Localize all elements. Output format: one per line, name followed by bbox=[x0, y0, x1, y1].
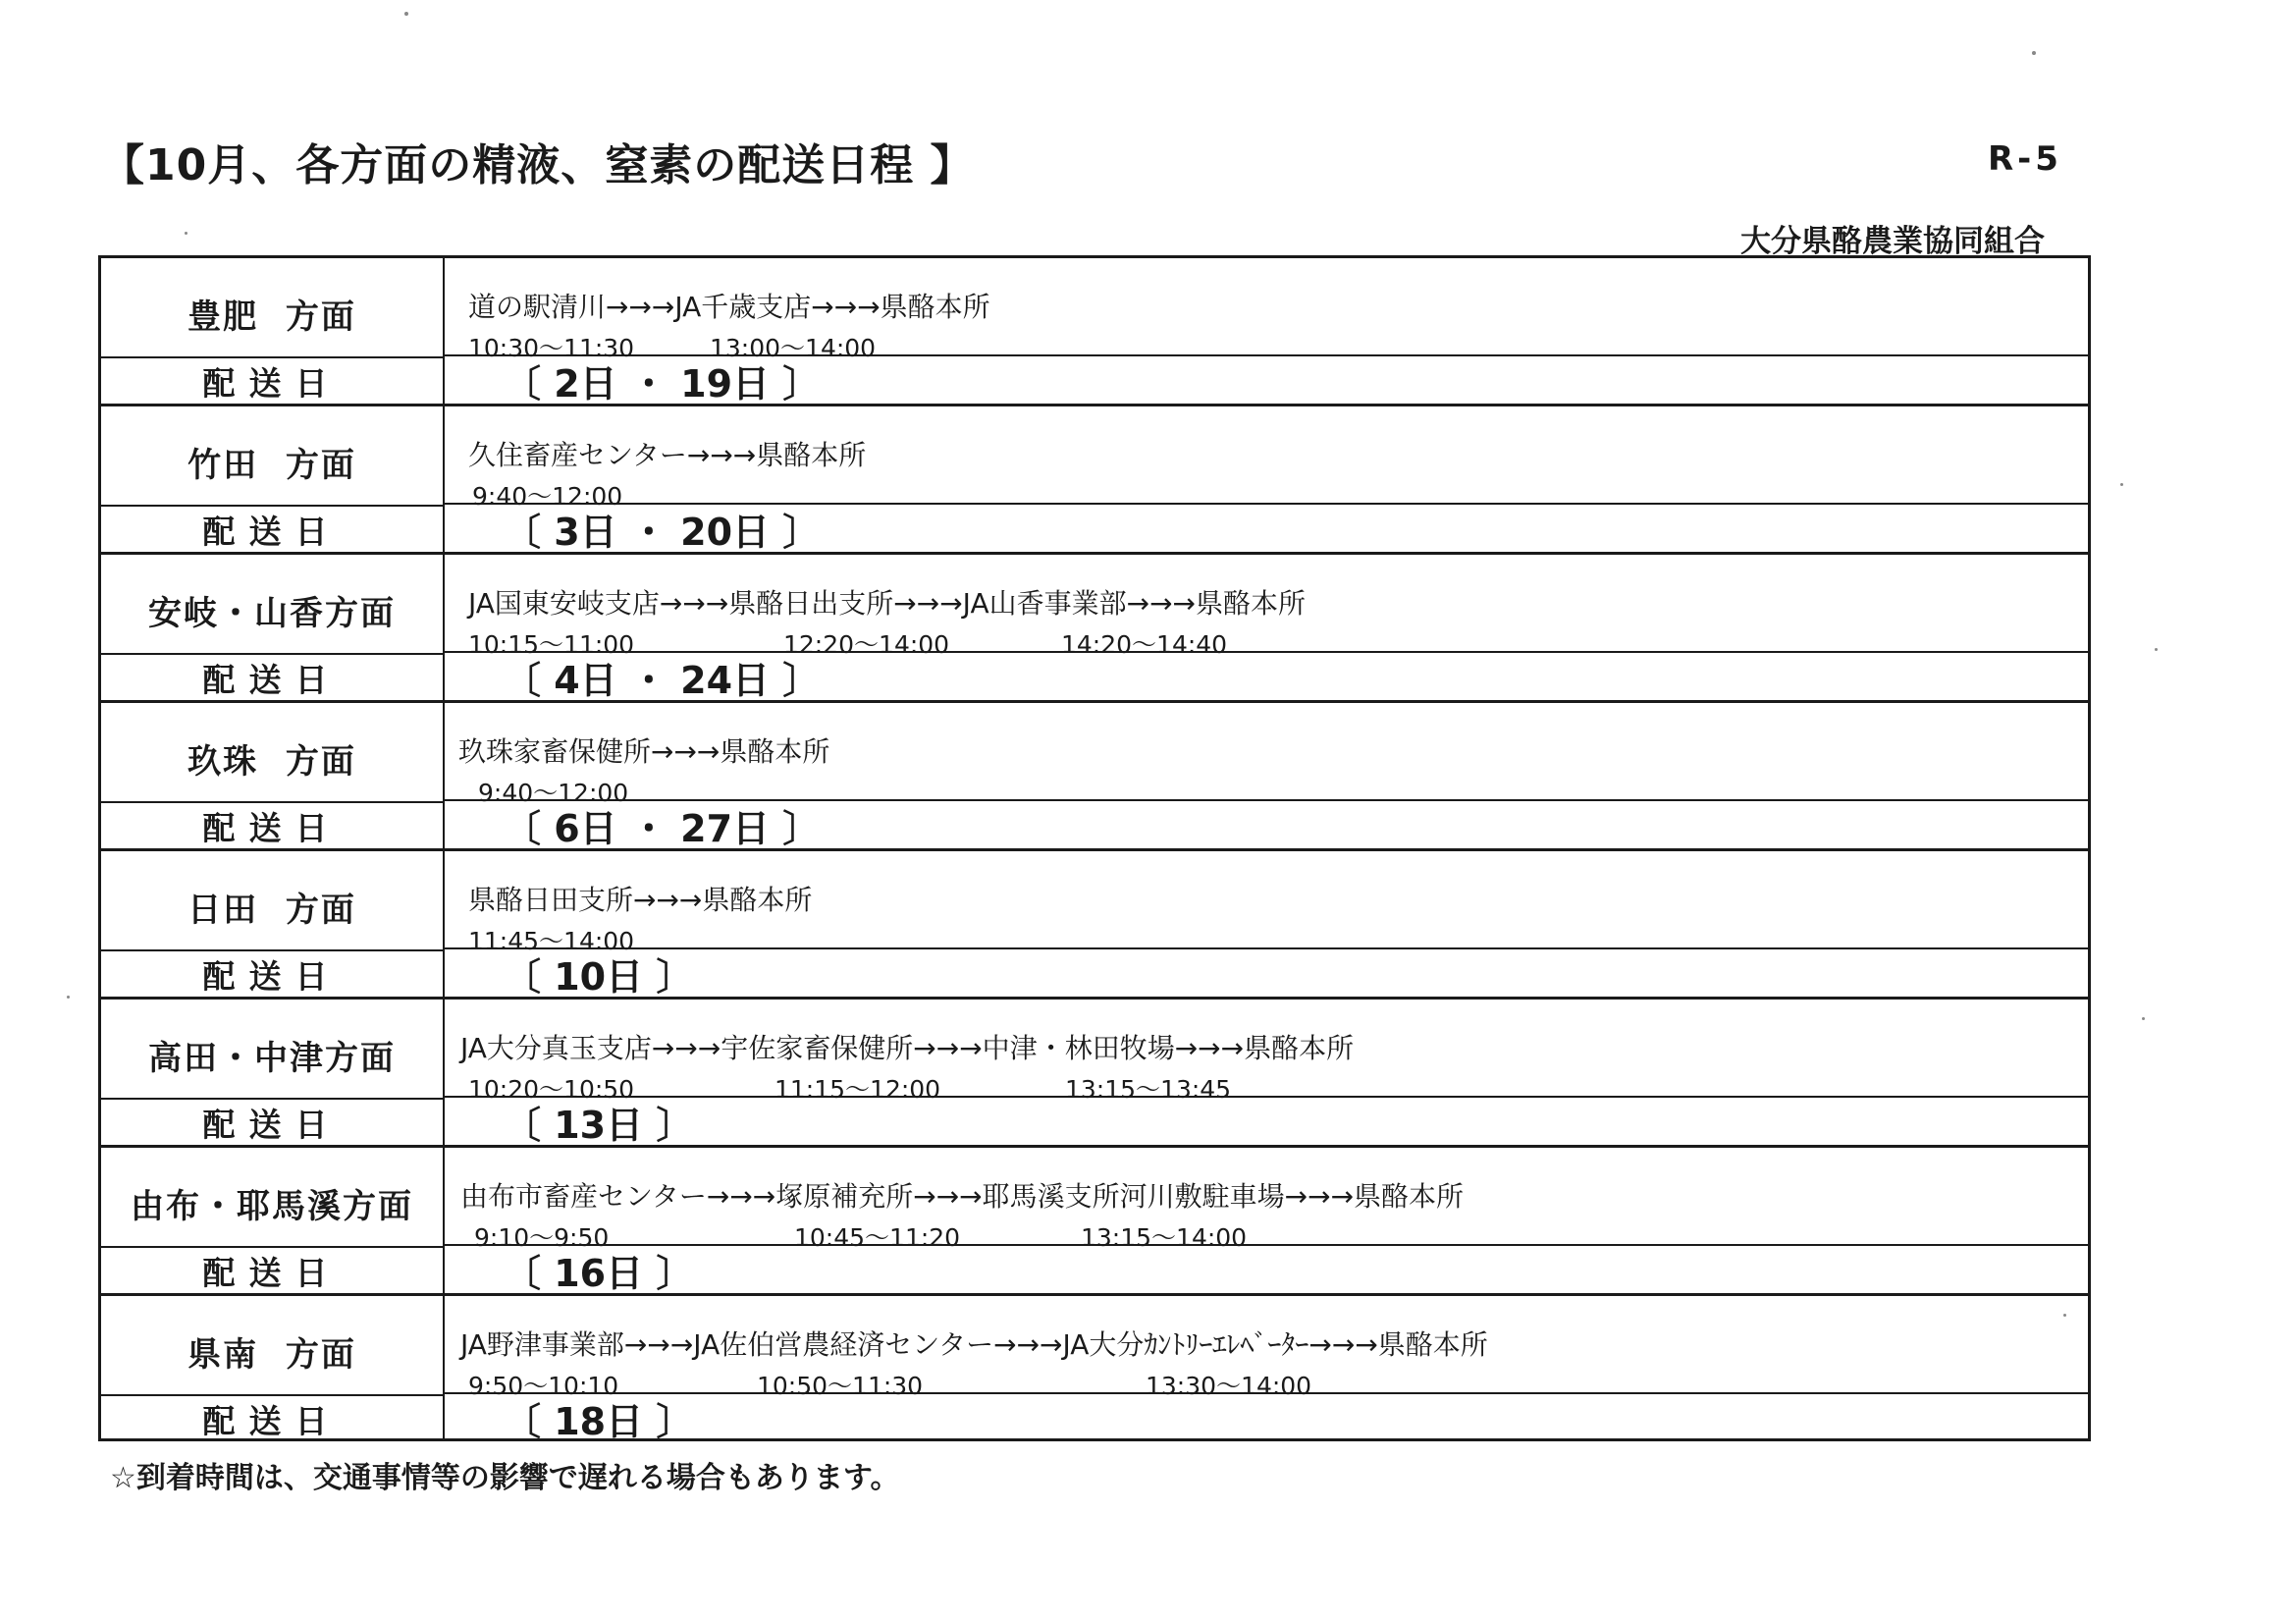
region-row bbox=[101, 1000, 2088, 1148]
region-row bbox=[101, 258, 2088, 406]
route-text: JA大分真玉支店→→→宇佐家畜保健所→→→中津・林田牧場→→→県酪本所 bbox=[460, 1032, 1355, 1064]
footer-note: ☆到着時間は、交通事情等の影響で遅れる場合もあります。 bbox=[110, 1461, 900, 1495]
region-row bbox=[101, 1148, 2088, 1296]
route-time: 10:15～11:00 bbox=[468, 630, 635, 659]
route-time: 11:15～12:00 bbox=[774, 1075, 941, 1104]
route-time: 9:10～9:50 bbox=[474, 1223, 610, 1252]
delivery-days: 〔 16日 〕 bbox=[443, 1246, 2088, 1293]
delivery-label: 配送日 bbox=[101, 505, 443, 552]
delivery-days: 〔 2日 ・ 19日 〕 bbox=[443, 356, 2088, 404]
delivery-label: 配送日 bbox=[101, 653, 443, 700]
area-name: 日田 方面 bbox=[187, 890, 356, 930]
route-cell bbox=[443, 1296, 2088, 1400]
delivery-label: 配送日 bbox=[101, 1394, 443, 1441]
delivery-days: 〔 10日 〕 bbox=[443, 949, 2088, 997]
scan-speck bbox=[2120, 483, 2123, 486]
area-name: 安岐・山香方面 bbox=[148, 593, 396, 633]
delivery-label: 配送日 bbox=[101, 356, 443, 404]
route-time: 13:15～13:45 bbox=[1065, 1075, 1232, 1104]
route-time: 10:50～11:30 bbox=[757, 1372, 924, 1400]
area-name: 由布・耶馬溪方面 bbox=[131, 1186, 413, 1226]
route-text: JA野津事業部→→→JA佐伯営農経済センター→→→JA大分ｶﾝﾄﾘｰｴﾚﾍﾞｰﾀｰ→→→県酪本所 bbox=[460, 1328, 1488, 1361]
route-cell bbox=[443, 1000, 2088, 1104]
route-text: 久住畜産センター→→→県酪本所 bbox=[468, 439, 867, 471]
route-time: 13:15～14:00 bbox=[1081, 1223, 1248, 1252]
route-cell bbox=[443, 703, 2088, 807]
route-time: 13:30～14:00 bbox=[1146, 1372, 1312, 1400]
scan-speck bbox=[2063, 1314, 2066, 1317]
delivery-days: 〔 13日 〕 bbox=[443, 1098, 2088, 1145]
route-text: 道の駅清川→→→JA千歳支店→→→県酪本所 bbox=[468, 291, 990, 323]
region-row bbox=[101, 1296, 2088, 1443]
delivery-days: 〔 18日 〕 bbox=[443, 1394, 2088, 1441]
route-time: 10:30～11:30 bbox=[468, 334, 635, 362]
route-time: 10:45～11:20 bbox=[794, 1223, 961, 1252]
route-time: 9:40～12:00 bbox=[472, 482, 623, 511]
delivery-days: 〔 6日 ・ 27日 〕 bbox=[443, 801, 2088, 848]
area-name: 県南 方面 bbox=[187, 1334, 356, 1375]
route-cell bbox=[443, 258, 2088, 362]
route-text: JA国東安岐支店→→→県酪日出支所→→→JA山香事業部→→→県酪本所 bbox=[468, 587, 1306, 620]
delivery-days: 〔 4日 ・ 24日 〕 bbox=[443, 653, 2088, 700]
schedule-table bbox=[98, 255, 2091, 1441]
scan-speck bbox=[185, 232, 187, 235]
scan-speck bbox=[2142, 1017, 2145, 1020]
region-row bbox=[101, 406, 2088, 555]
route-time: 11:45～14:00 bbox=[468, 927, 635, 955]
route-cell bbox=[443, 851, 2088, 955]
area-name: 竹田 方面 bbox=[187, 445, 356, 485]
route-time: 12:20～14:00 bbox=[783, 630, 950, 659]
delivery-label: 配送日 bbox=[101, 949, 443, 997]
scan-speck bbox=[67, 996, 70, 999]
route-time: 13:00～14:00 bbox=[710, 334, 877, 362]
page-title: 【10月、各方面の精液、窒素の配送日程 】 bbox=[101, 140, 975, 190]
region-row bbox=[101, 851, 2088, 1000]
route-cell bbox=[443, 555, 2088, 659]
route-text: 由布市畜産センター→→→塚原補充所→→→耶馬溪支所河川敷駐車場→→→県酪本所 bbox=[460, 1180, 1465, 1213]
route-text: 県酪日田支所→→→県酪本所 bbox=[468, 884, 813, 916]
delivery-label: 配送日 bbox=[101, 1098, 443, 1145]
delivery-label: 配送日 bbox=[101, 1246, 443, 1293]
route-cell bbox=[443, 406, 2088, 511]
page-code: R-5 bbox=[1988, 139, 2062, 179]
organization-name: 大分県酪農業協同組合 bbox=[1740, 224, 2045, 259]
scan-speck bbox=[404, 12, 408, 16]
route-cell bbox=[443, 1148, 2088, 1252]
area-name: 高田・中津方面 bbox=[148, 1038, 396, 1078]
route-time: 14:20～14:40 bbox=[1061, 630, 1228, 659]
delivery-label: 配送日 bbox=[101, 801, 443, 848]
scan-speck bbox=[2032, 51, 2036, 55]
area-name: 豊肥 方面 bbox=[187, 297, 356, 337]
region-row bbox=[101, 703, 2088, 851]
route-time: 9:40～12:00 bbox=[478, 779, 629, 807]
scan-speck bbox=[2155, 648, 2158, 651]
route-time: 10:20～10:50 bbox=[468, 1075, 635, 1104]
route-time: 9:50～10:10 bbox=[468, 1372, 619, 1400]
route-text: 玖珠家畜保健所→→→県酪本所 bbox=[458, 735, 830, 768]
area-name: 玖珠 方面 bbox=[187, 741, 356, 782]
delivery-days: 〔 3日 ・ 20日 〕 bbox=[443, 505, 2088, 552]
region-row bbox=[101, 555, 2088, 703]
